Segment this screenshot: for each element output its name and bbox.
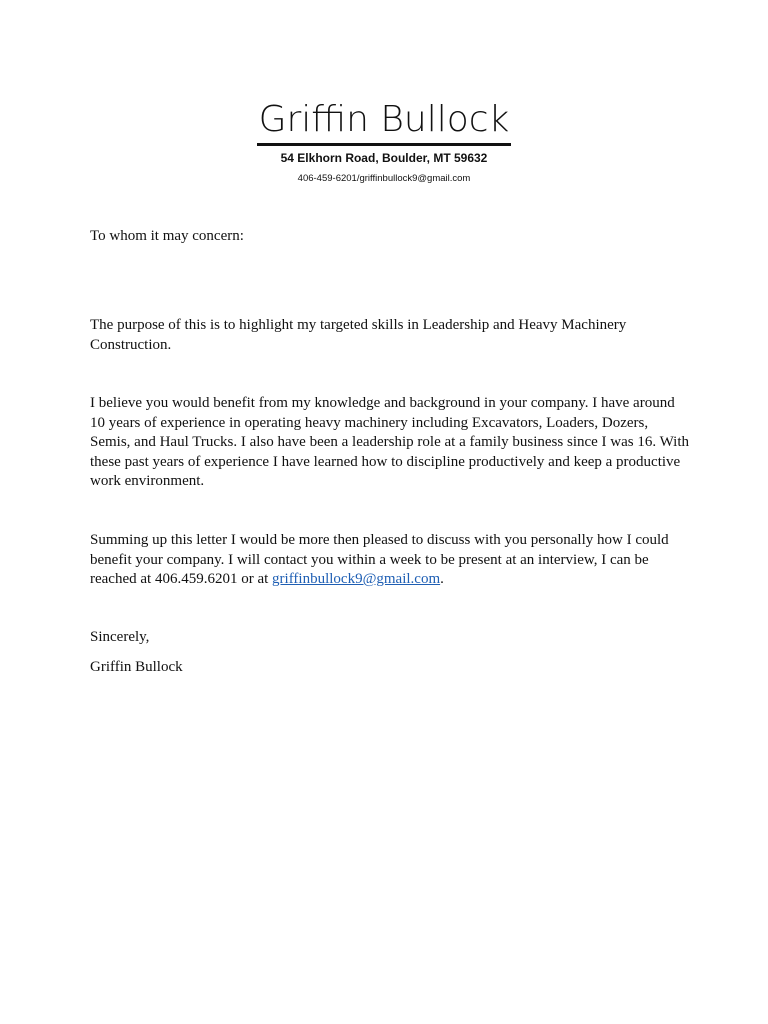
closing xyxy=(90,628,690,648)
paragraph-experience xyxy=(90,394,690,492)
salutation xyxy=(90,227,690,247)
letterhead-contact: 406-459-6201/griffinbullock9@gmail.com xyxy=(297,173,471,184)
email-link[interactable]: griffinbullock9@gmail.com xyxy=(272,571,441,587)
letterhead xyxy=(0,98,768,185)
paragraph-closing-end: . xyxy=(440,571,444,587)
salutation-text: To whom it may concern: xyxy=(90,228,244,244)
letterhead-address: 54 Elkhorn Road, Boulder, MT 59632 xyxy=(280,151,488,165)
paragraph-purpose-text: The purpose of this is to highlight my targeted skills in Leadership and Heavy Machinery Construction. xyxy=(90,317,627,353)
paragraph-closing-block xyxy=(90,531,690,590)
signature xyxy=(90,658,690,678)
signature-text: Griffin Bullock xyxy=(90,659,183,675)
paragraph-experience-text: I believe you would benefit from my knowledge and background in your company. I have around 10 years of experience in operating heavy machinery including Excavators, Loaders, Dozers, Semis, and Haul Trucks. I also have been a leadership role at a family business since I was 16. With these past years of experience I have learned how to discipline productively and keep a productive work environment. xyxy=(90,395,689,489)
paragraph-purpose xyxy=(90,316,690,355)
letterhead-name: Griffin Bullock xyxy=(257,98,512,146)
closing-text: Sincerely, xyxy=(90,629,150,645)
paragraph-closing xyxy=(90,531,690,590)
paragraph-closing-text: Summing up this letter I would be more then pleased to discuss with you personally how I could benefit your company. I will contact you within a week to be present at an interview, I can be reached at 406.459.6201 or at xyxy=(90,532,669,587)
